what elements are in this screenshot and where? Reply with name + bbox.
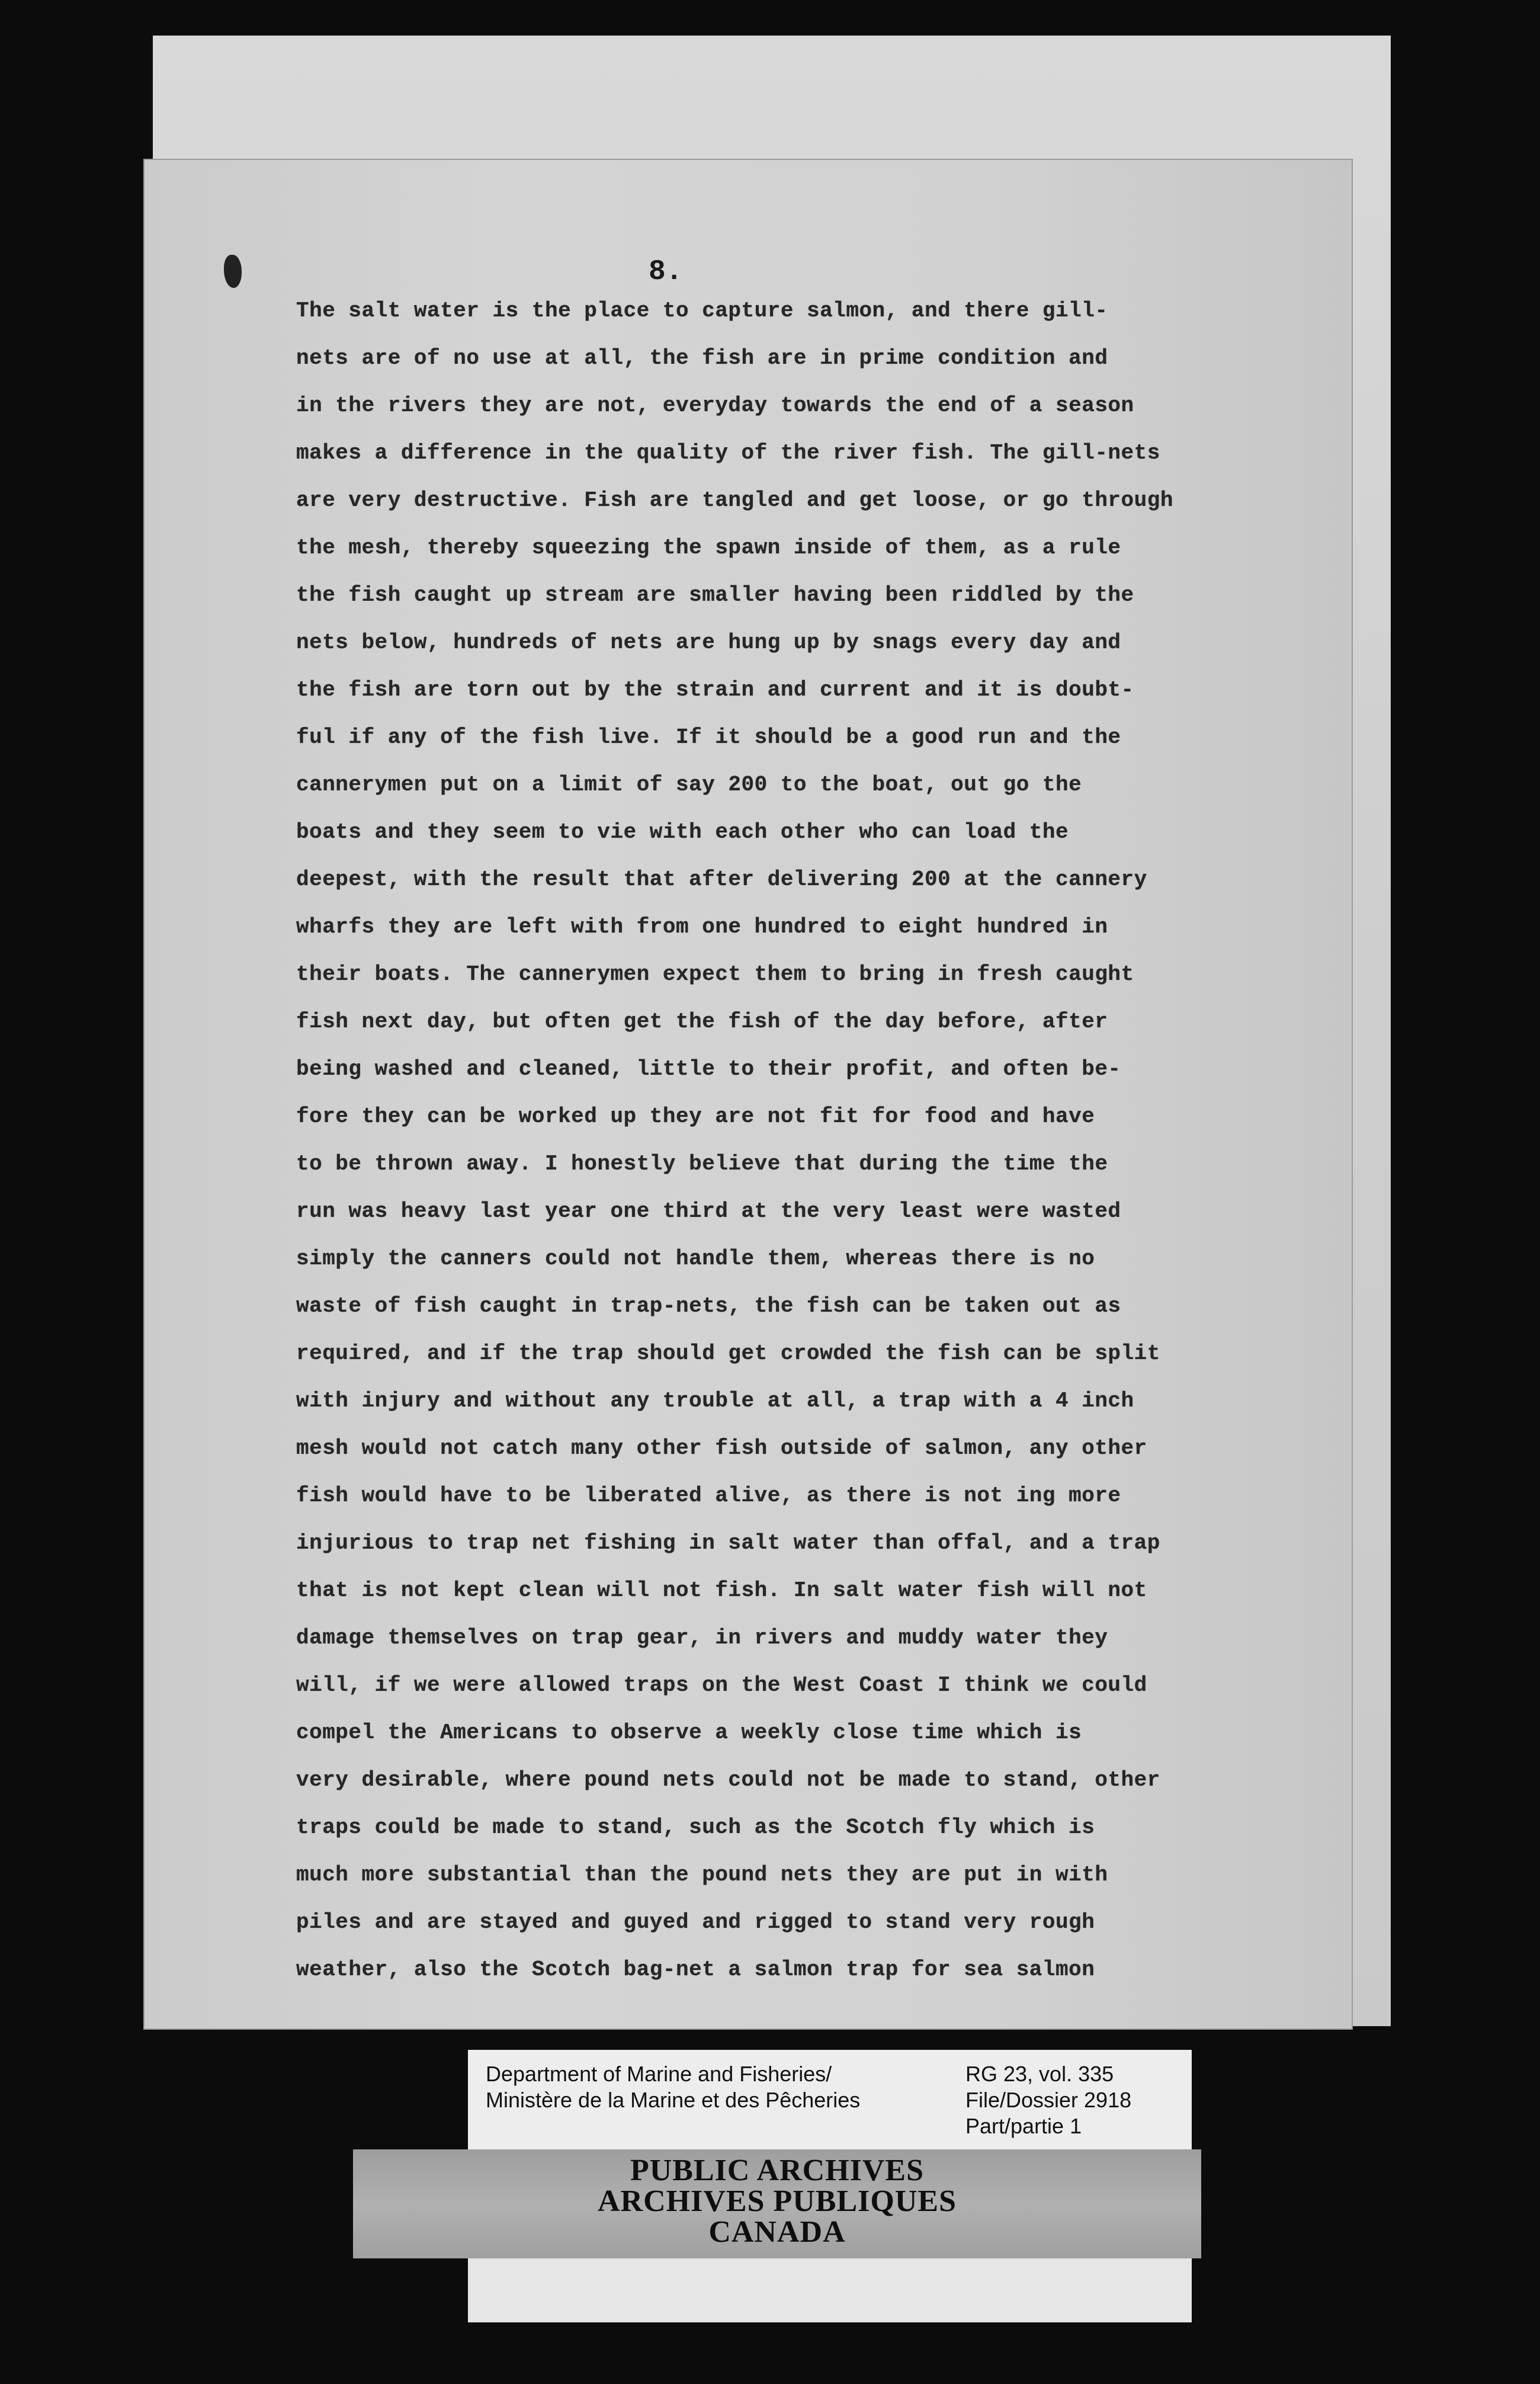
text-line: the fish caught up stream are smaller having been riddled by the (296, 583, 1134, 607)
text-line: are very destructive. Fish are tangled and get loose, or go through (296, 488, 1173, 512)
text-line: the fish are torn out by the strain and current and it is doubt- (296, 678, 1134, 702)
part-reference: Part/partie 1 (965, 2114, 1082, 2138)
department-name-english: Department of Marine and Fisheries/ (486, 2062, 832, 2086)
text-line: the mesh, thereby squeezing the spawn inside of them, as a rule (296, 536, 1121, 560)
typed-body-text (296, 287, 1268, 1994)
text-line: being washed and cleaned, little to their profit, and often be- (296, 1057, 1121, 1081)
text-line: run was heavy last year one third at the very least were wasted (296, 1199, 1121, 1223)
text-line: much more substantial than the pound nets they are put in with (296, 1863, 1108, 1887)
text-line: nets below, hundreds of nets are hung up by snags every day and (296, 630, 1121, 655)
text-line: The salt water is the place to capture salmon, and there gill- (296, 299, 1108, 323)
label-bottom-strip (468, 2258, 1192, 2322)
text-line: very desirable, where pound nets could not be made to stand, other (296, 1768, 1160, 1792)
text-line: fish next day, but often get the fish of the day before, after (296, 1010, 1108, 1034)
text-line: fore they can be worked up they are not fit for food and have (296, 1104, 1095, 1129)
text-line: weather, also the Scotch bag-net a salmon trap for sea salmon (296, 1957, 1095, 1982)
text-line: mesh would not catch many other fish outside of salmon, any other (296, 1436, 1147, 1460)
stamp-line-canada: CANADA (708, 2215, 846, 2249)
text-line: will, if we were allowed traps on the West Coast I think we could (296, 1673, 1147, 1697)
text-line: piles and are stayed and guyed and rigged to stand very rough (296, 1910, 1095, 1934)
department-name-french: Ministère de la Marine et des Pêcheries (486, 2088, 861, 2112)
text-line: ful if any of the fish live. If it should be a good run and the (296, 725, 1121, 749)
text-line: to be thrown away. I honestly believe that during the time the (296, 1152, 1108, 1176)
text-line: cannerymen put on a limit of say 200 to the boat, out go the (296, 773, 1082, 797)
text-line: in the rivers they are not, everyday towards the end of a season (296, 393, 1134, 418)
page-number: 8. (649, 256, 683, 288)
file-reference: File/Dossier 2918 (965, 2088, 1132, 2112)
record-group-reference: RG 23, vol. 335 (965, 2062, 1114, 2086)
text-line: required, and if the trap should get crowded the fish can be split (296, 1341, 1160, 1366)
text-line: injurious to trap net fishing in salt water than offal, and a trap (296, 1531, 1160, 1555)
text-line: fish would have to be liberated alive, as there is not ing more (296, 1483, 1121, 1508)
text-line: compel the Americans to observe a weekly close time which is (296, 1720, 1082, 1745)
punch-hole-mark (224, 255, 242, 288)
text-line: simply the canners could not handle them, whereas there is no (296, 1247, 1095, 1271)
text-line: damage themselves on trap gear, in rivers and muddy water they (296, 1626, 1108, 1650)
stamp-line-public-archives: PUBLIC ARCHIVES (630, 2154, 925, 2187)
text-line: makes a difference in the quality of the river fish. The gill-nets (296, 441, 1160, 465)
text-line: that is not kept clean will not fish. In salt water fish will not (296, 1578, 1147, 1603)
text-line: deepest, with the result that after delivering 200 at the cannery (296, 867, 1147, 892)
archives-stamp (353, 2149, 1201, 2258)
text-line: waste of fish caught in trap-nets, the fish can be taken out as (296, 1294, 1121, 1318)
text-line: with injury and without any trouble at all, a trap with a 4 inch (296, 1389, 1134, 1413)
text-line: their boats. The cannerymen expect them to bring in fresh caught (296, 962, 1134, 986)
stamp-line-archives-publiques: ARCHIVES PUBLIQUES (597, 2184, 957, 2218)
text-line: nets are of no use at all, the fish are in prime condition and (296, 346, 1108, 370)
text-line: wharfs they are left with from one hundred to eight hundred in (296, 915, 1108, 939)
text-line: boats and they seem to vie with each other who can load the (296, 820, 1069, 844)
text-line: traps could be made to stand, such as the Scotch fly which is (296, 1815, 1095, 1840)
